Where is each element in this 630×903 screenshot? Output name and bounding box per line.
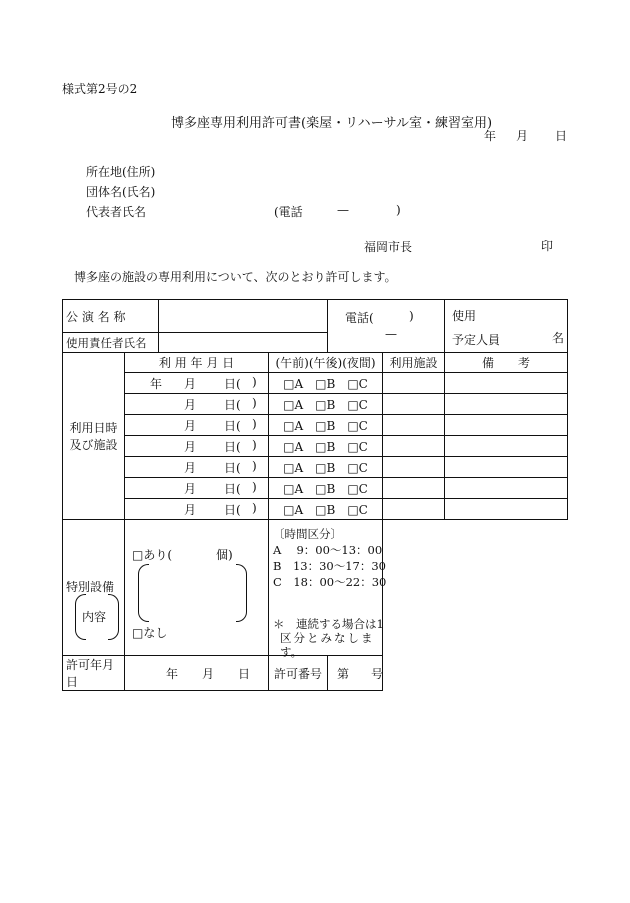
remarks-field[interactable] xyxy=(445,499,568,520)
permit-table xyxy=(62,299,568,691)
permit-date-field[interactable]: 年 月 日 xyxy=(125,656,269,691)
facility-header: 利用施設 xyxy=(383,353,445,373)
date-field[interactable]: 月 日( ) xyxy=(125,394,269,415)
issue-date-day: 日 xyxy=(555,129,568,143)
facility-field[interactable] xyxy=(383,457,445,478)
remarks-field[interactable] xyxy=(445,457,568,478)
date-row xyxy=(63,436,568,457)
facility-field[interactable] xyxy=(383,499,445,520)
responsible-person-label: 使用責任者氏名 xyxy=(63,333,159,353)
period-checkboxes[interactable]: □A □B □C xyxy=(269,373,383,394)
date-row xyxy=(63,394,568,415)
yes-checkbox[interactable]: □あり( xyxy=(132,547,173,562)
facility-field[interactable] xyxy=(383,436,445,457)
facility-field[interactable] xyxy=(383,415,445,436)
date-field[interactable]: 月 日( ) xyxy=(125,478,269,499)
applicant-phone-label: (電話 xyxy=(274,205,303,219)
right-bracket xyxy=(108,594,119,640)
date-row xyxy=(63,478,568,499)
remarks-field[interactable] xyxy=(445,394,568,415)
no-checkbox[interactable]: □なし xyxy=(132,625,168,640)
responsible-phone-cell[interactable]: 電話( ) — xyxy=(328,300,445,353)
permit-number-field[interactable]: 第 号 xyxy=(328,656,383,691)
special-equipment-field[interactable] xyxy=(125,520,269,656)
blank-cell xyxy=(383,656,568,691)
period-checkboxes[interactable]: □A □B □C xyxy=(269,394,383,415)
seal-mark: 印 xyxy=(541,239,554,253)
planned-people-cell[interactable] xyxy=(445,300,568,353)
representative-label: 代表者氏名 xyxy=(86,205,147,219)
period-checkboxes[interactable]: □A □B □C xyxy=(269,457,383,478)
remarks-field[interactable] xyxy=(445,436,568,457)
issue-date-year: 年 xyxy=(484,129,497,143)
date-field[interactable]: 月 日( ) xyxy=(125,457,269,478)
facility-field[interactable] xyxy=(383,394,445,415)
date-field[interactable]: 月 日( ) xyxy=(125,499,269,520)
yes-unit: 個) xyxy=(216,547,233,562)
date-field[interactable]: 月 日( ) xyxy=(125,415,269,436)
dates-header: 利 用 年 月 日 xyxy=(125,353,269,373)
content-label: 内容 xyxy=(82,609,107,624)
date-row xyxy=(63,499,568,520)
issue-date-month: 月 xyxy=(516,129,529,143)
remarks-header: 備 考 xyxy=(445,353,568,373)
period-header: (午前)(午後)(夜間) xyxy=(269,353,383,373)
facility-field[interactable] xyxy=(383,478,445,499)
applicant-phone-close: ) xyxy=(396,203,401,217)
use-label: 使用 xyxy=(452,309,477,323)
permit-date-label: 許可年月日 xyxy=(63,656,125,691)
event-name-label: 公 演 名 称 xyxy=(63,300,159,333)
responsible-person-field[interactable] xyxy=(159,333,328,353)
facility-field[interactable] xyxy=(383,373,445,394)
dates-section-label: 利用日時 及び施設 xyxy=(63,353,125,520)
issuer-name: 福岡市長 xyxy=(364,240,413,254)
date-row xyxy=(63,373,568,394)
period-checkboxes[interactable]: □A □B □C xyxy=(269,478,383,499)
special-equipment-label: 特別設備 内容 xyxy=(63,520,125,656)
permit-number-label: 許可番号 xyxy=(269,656,328,691)
event-name-field[interactable] xyxy=(159,300,328,333)
permission-statement: 博多座の施設の専用利用について、次のとおり許可します。 xyxy=(74,270,397,284)
date-row xyxy=(63,457,568,478)
planned-people-label: 予定人員 xyxy=(452,333,501,347)
period-checkboxes[interactable]: □A □B □C xyxy=(269,436,383,457)
date-field[interactable]: 月 日( ) xyxy=(125,436,269,457)
date-row xyxy=(63,415,568,436)
applicant-phone-dash: — xyxy=(337,203,349,217)
period-checkboxes[interactable]: □A □B □C xyxy=(269,499,383,520)
detail-right-bracket xyxy=(236,564,247,622)
date-field[interactable]: 年 月 日( ) xyxy=(125,373,269,394)
remarks-field[interactable] xyxy=(445,415,568,436)
people-unit: 名 xyxy=(552,331,565,345)
document-title: 博多座専用利用許可書(楽屋・リハーサル室・練習室用) xyxy=(171,116,493,131)
period-checkboxes[interactable]: □A □B □C xyxy=(269,415,383,436)
remarks-field[interactable] xyxy=(445,373,568,394)
time-division-info: 〔時間区分〕 A 9：00〜13：00 B 13：30〜17：30 C 18：00〜22：30 ＊ 連続する場合は1 区分とみなしま す。 xyxy=(269,520,383,656)
group-name-label: 団体名(氏名) xyxy=(86,185,156,199)
form-number: 様式第2号の2 xyxy=(62,82,138,96)
address-label: 所在地(住所) xyxy=(86,165,156,179)
empty-area xyxy=(383,520,568,656)
remarks-field[interactable] xyxy=(445,478,568,499)
detail-left-bracket xyxy=(138,564,149,622)
